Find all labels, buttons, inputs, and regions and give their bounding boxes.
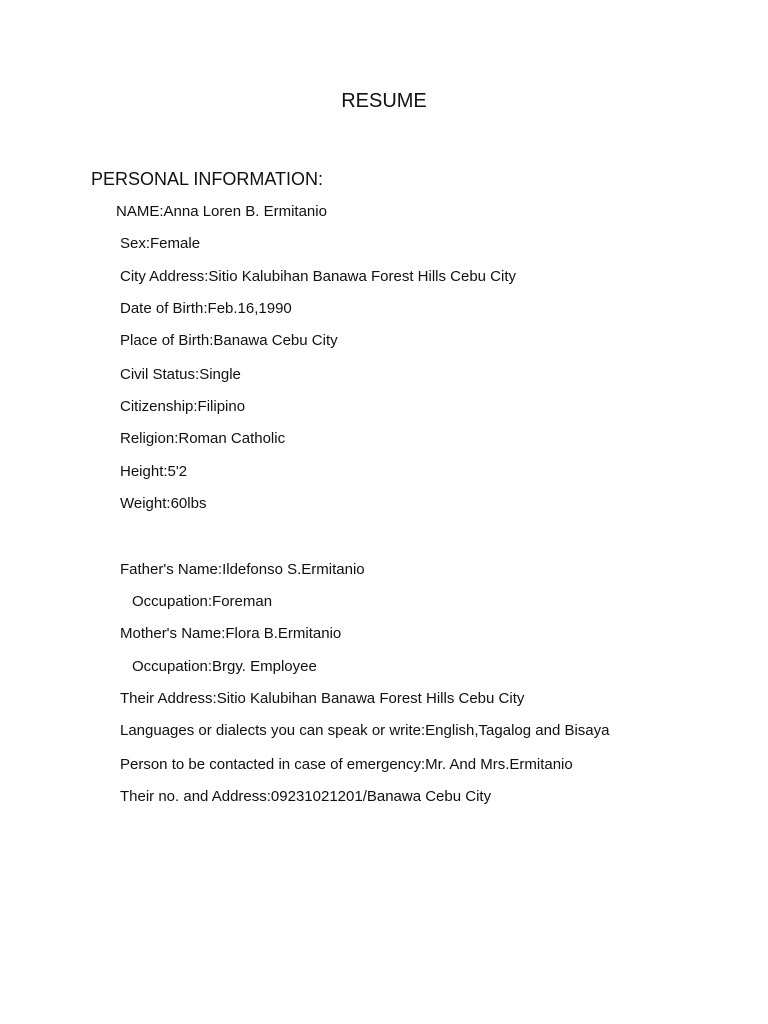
- mother-name-line: Mother's Name:Flora B.Ermitanio: [120, 625, 342, 642]
- religion-line: Religion:Roman Catholic: [120, 430, 286, 447]
- mother-occupation-line: Occupation:Brgy. Employee: [132, 658, 317, 675]
- section-heading-personal-information: PERSONAL INFORMATION:: [91, 169, 324, 189]
- father-occupation-line: Occupation:Foreman: [132, 593, 273, 610]
- father-name-line: Father's Name:Ildefonso S.Ermitanio: [120, 561, 365, 578]
- name-line: NAME:Anna Loren B. Ermitanio: [116, 203, 327, 220]
- height-line: Height:5'2: [120, 463, 188, 480]
- sex-line: Sex:Female: [120, 235, 201, 252]
- place-of-birth-line: Place of Birth:Banawa Cebu City: [120, 332, 338, 349]
- city-address-line: City Address:Sitio Kalubihan Banawa Forest Hills Cebu City: [120, 268, 517, 285]
- civil-status-line: Civil Status:Single: [120, 366, 241, 383]
- emergency-contact-line: Person to be contacted in case of emergency:Mr. And Mrs.Ermitanio: [120, 756, 573, 773]
- weight-line: Weight:60lbs: [120, 495, 207, 512]
- document-title: RESUME: [341, 90, 427, 112]
- date-of-birth-line: Date of Birth:Feb.16,1990: [120, 300, 292, 317]
- their-address-line: Their Address:Sitio Kalubihan Banawa Forest Hills Cebu City: [120, 690, 525, 707]
- contact-number-address-line: Their no. and Address:09231021201/Banawa Cebu City: [120, 788, 492, 805]
- citizenship-line: Citizenship:Filipino: [120, 398, 246, 415]
- languages-line: Languages or dialects you can speak or write:English,Tagalog and Bisaya: [120, 722, 610, 739]
